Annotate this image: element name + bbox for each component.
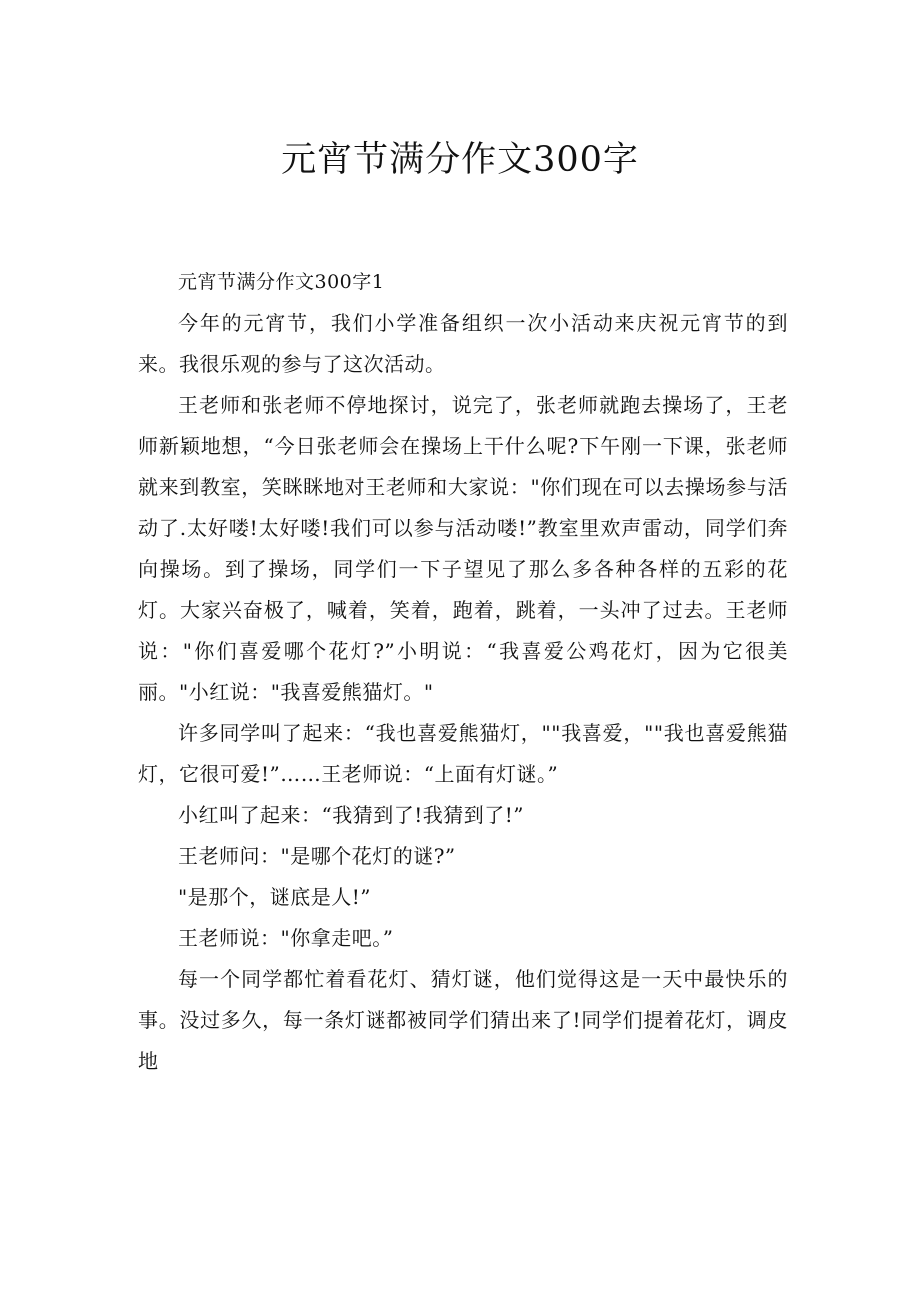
section-heading: 元宵节满分作文300字1 bbox=[178, 271, 385, 293]
paragraph: 王老师和张老师不停地探讨，说完了，张老师就跑去操场了，王老师新颖地想，“今日张老师会在操场上干什么呢?下午刚一下课，张老师就来到教室，笑眯眯地对王老师和大家说："你们现在可以去操场参与活动了.太好喽!太好喽!我们可以参与活动喽!”教室里欢声雷动，同学们奔向操场。到了操场，同学们一下子望见了那么多各种各样的五彩的花灯。大家兴奋极了，喊着，笑着，跑着，跳着，一头冲了过去。王老师说："你们喜爱哪个花灯?”小明说：“我喜爱公鸡花灯，因为它很美丽。"小红说："我喜爱熊猫灯。" bbox=[138, 393, 788, 704]
paragraph: 每一个同学都忙着看花灯、猜灯谜，他们觉得这是一天中最快乐的事。没过多久，每一条灯谜都被同学们猜出来了!同学们提着花灯，调皮地 bbox=[138, 967, 788, 1073]
paragraph: 今年的元宵节，我们小学准备组织一次小活动来庆祝元宵节的到来。我很乐观的参与了这次活动。 bbox=[138, 311, 788, 376]
document-body bbox=[138, 262, 788, 1082]
paragraph: "是那个，谜底是人!” bbox=[178, 885, 371, 909]
document-title: 元宵节满分作文300字 bbox=[281, 140, 639, 180]
paragraph: 王老师问："是哪个花灯的谜?” bbox=[178, 844, 456, 868]
paragraph: 王老师说："你拿走吧。” bbox=[178, 926, 394, 950]
paragraph: 许多同学叫了起来：“我也喜爱熊猫灯，""我喜爱，""我也喜爱熊猫灯，它很可爱!”……王老师说：“上面有灯谜。” bbox=[138, 721, 788, 786]
paragraph: 小红叫了起来：“我猜到了!我猜到了!” bbox=[178, 803, 525, 827]
